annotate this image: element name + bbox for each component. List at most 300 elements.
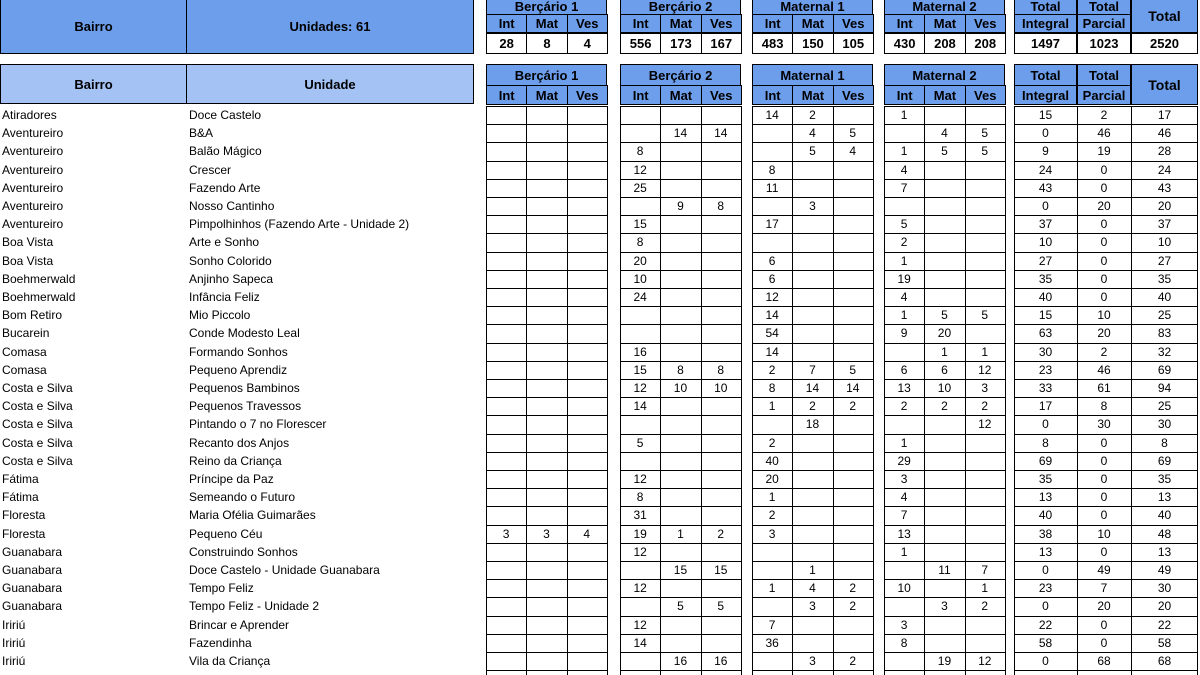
cell-value: 8 <box>677 362 684 377</box>
cell-value: 15 <box>673 563 688 577</box>
cell-value <box>567 488 607 506</box>
cell-value <box>701 324 741 342</box>
cell-value <box>486 106 526 124</box>
cell-bairro: Aventureiro <box>2 217 64 232</box>
cell-value: 11 <box>765 180 779 195</box>
cell-bairro: Costa e Silva <box>2 381 73 395</box>
cell-value: 0 <box>1100 453 1108 468</box>
cell-bairro: Bom Retiro <box>2 308 63 323</box>
cell-value: 2 <box>768 435 776 450</box>
cell-value: 20 <box>1097 326 1111 341</box>
table-sub-header: Mat <box>526 85 567 105</box>
cell-value <box>792 288 832 306</box>
cell-value <box>924 161 964 179</box>
cell-value <box>660 106 700 124</box>
table-total-integral-bottom: Integral <box>1014 85 1077 105</box>
cell-value <box>526 179 566 197</box>
cell-value: 13 <box>1038 544 1053 559</box>
cell-value: 6 <box>900 362 908 377</box>
cell-value: 63 <box>1038 326 1053 341</box>
cell-value: 1 <box>768 581 776 596</box>
cell-value <box>660 215 700 233</box>
cell-value: 8 <box>717 199 725 213</box>
cell-value <box>620 652 660 670</box>
cell-value <box>526 142 566 160</box>
cell-value <box>833 324 873 342</box>
cell-value <box>924 452 964 470</box>
cell-value <box>660 343 700 361</box>
cell-value <box>924 415 964 433</box>
cell-value: 4 <box>900 290 908 304</box>
cell-value: 25 <box>633 180 647 195</box>
summary-group-header: Berçário 2 <box>620 0 741 15</box>
cell-value <box>526 306 566 324</box>
cell-value <box>701 179 741 197</box>
cell-unidade: Pequenos Bambinos <box>189 381 300 395</box>
cell-value: 0 <box>1100 472 1108 486</box>
cell-value: 1 <box>981 344 989 359</box>
cell-value: 12 <box>978 654 992 668</box>
cell-value: 14 <box>846 381 860 395</box>
cell-value <box>752 124 792 142</box>
cell-value: 35 <box>1157 271 1172 286</box>
cell-value: 0 <box>1042 599 1049 614</box>
cell-value <box>701 288 741 306</box>
cell-value: 43 <box>1038 180 1053 195</box>
cell-value <box>752 415 792 433</box>
cell-value: 43 <box>1157 180 1172 195</box>
table-unidade-header: Unidade <box>186 64 474 104</box>
cell-value: 68 <box>1157 654 1172 668</box>
cell-value <box>833 215 873 233</box>
cell-unidade: Maria Ofélia Guimarães <box>189 508 316 523</box>
cell-value: 10 <box>1038 235 1053 250</box>
cell-value: 5 <box>849 126 857 141</box>
cell-value <box>620 452 660 470</box>
table-sub-header: Ves <box>567 85 608 105</box>
cell-value: 2 <box>809 399 816 414</box>
cell-value <box>833 434 873 452</box>
cell-value: 19 <box>897 271 911 286</box>
cell-value: 24 <box>1038 162 1053 177</box>
cell-value: 14 <box>633 635 647 650</box>
cell-unidade: Tempo Feliz - Unidade 2 <box>189 599 320 614</box>
grid-line <box>607 106 608 675</box>
cell-value: 0 <box>1100 235 1108 250</box>
cell-bairro: Guanabara <box>2 544 63 559</box>
cell-value <box>965 233 1005 251</box>
cell-value: 27 <box>1038 253 1053 268</box>
cell-value: 2 <box>849 599 857 614</box>
cell-value <box>526 634 566 652</box>
cell-value <box>567 252 607 270</box>
summary-total-parcial-bottom: Parcial <box>1077 14 1131 33</box>
cell-value: 2 <box>717 526 725 541</box>
cell-value: 3 <box>900 472 908 486</box>
cell-value <box>965 270 1005 288</box>
summary-value: 208 <box>924 33 965 54</box>
cell-value <box>486 215 526 233</box>
cell-unidade: Brincar e Aprender <box>189 617 290 632</box>
cell-value <box>701 306 741 324</box>
cell-value: 1 <box>900 435 908 450</box>
cell-value <box>833 616 873 634</box>
cell-value <box>567 397 607 415</box>
cell-value <box>526 270 566 288</box>
summary-group-header: Maternal 1 <box>752 0 873 15</box>
cell-bairro: Aventureiro <box>2 180 64 195</box>
cell-value: 22 <box>1038 617 1053 632</box>
cell-value <box>620 561 660 579</box>
cell-value <box>884 197 924 215</box>
cell-value: 6 <box>768 253 776 268</box>
cell-value: 23 <box>1038 362 1053 377</box>
cell-value <box>884 652 924 670</box>
cell-value <box>526 579 566 597</box>
cell-unidade: Crescer <box>189 162 232 177</box>
cell-value <box>660 415 700 433</box>
cell-value: 8 <box>636 235 644 250</box>
cell-value: 5 <box>981 126 989 141</box>
cell-value: 8 <box>1042 435 1049 450</box>
cell-value: 46 <box>1097 362 1111 377</box>
cell-value: 49 <box>1157 563 1172 577</box>
cell-value <box>486 343 526 361</box>
summary-sub-header: Mat <box>526 14 567 33</box>
cell-unidade: Fazendo Arte <box>189 180 261 195</box>
cell-value: 13 <box>1038 490 1053 505</box>
cell-value: 2 <box>900 235 908 250</box>
table-total-integral-top: Total <box>1014 64 1077 86</box>
cell-value <box>792 452 832 470</box>
summary-value: 150 <box>792 33 833 54</box>
cell-value <box>660 616 700 634</box>
cell-value: 1 <box>768 399 776 414</box>
summary-total-header: Total <box>1131 0 1198 33</box>
cell-value <box>701 270 741 288</box>
cell-value <box>701 415 741 433</box>
cell-value: 0 <box>1100 271 1108 286</box>
cell-value <box>792 434 832 452</box>
cell-value: 3 <box>900 617 908 632</box>
cell-value <box>833 270 873 288</box>
cell-value: 7 <box>900 180 908 195</box>
cell-value: 40 <box>1157 508 1172 523</box>
cell-value <box>526 324 566 342</box>
cell-value <box>924 579 964 597</box>
cell-bairro: Costa e Silva <box>2 417 73 432</box>
cell-bairro: Guanabara <box>2 599 63 614</box>
cell-value: 13 <box>897 526 911 541</box>
cell-value: 4 <box>583 526 591 541</box>
cell-value <box>701 616 741 634</box>
cell-value: 12 <box>633 162 647 177</box>
summary-total-integral-value: 1497 <box>1014 33 1077 54</box>
cell-value: 0 <box>1042 417 1049 432</box>
cell-value: 4 <box>809 581 816 596</box>
cell-value <box>567 470 607 488</box>
cell-value <box>833 525 873 543</box>
cell-value: 2 <box>900 399 908 414</box>
cell-value: 54 <box>765 326 779 341</box>
cell-unidade: Semeando o Futuro <box>189 490 296 505</box>
summary-total-integral-top: Total <box>1014 0 1077 15</box>
cell-value <box>833 252 873 270</box>
cell-value <box>792 270 832 288</box>
cell-value: 15 <box>633 217 647 232</box>
cell-value <box>567 543 607 561</box>
cell-value <box>486 652 526 670</box>
cell-value: 15 <box>714 563 728 577</box>
cell-unidade: Balão Mágico <box>189 144 262 159</box>
cell-unidade: Formando Sonhos <box>189 344 288 359</box>
cell-value: 10 <box>714 381 728 395</box>
cell-value <box>660 179 700 197</box>
cell-value <box>701 161 741 179</box>
cell-value <box>924 179 964 197</box>
cell-bairro: Boehmerwald <box>2 271 76 286</box>
cell-value <box>792 525 832 543</box>
cell-value: 1 <box>809 563 816 577</box>
cell-value: 20 <box>1157 199 1172 213</box>
cell-value: 49 <box>1097 563 1111 577</box>
cell-value <box>486 579 526 597</box>
cell-value <box>567 452 607 470</box>
cell-value <box>752 597 792 615</box>
cell-value <box>660 452 700 470</box>
cell-value <box>526 106 566 124</box>
cell-value: 40 <box>1157 290 1172 304</box>
grid-line <box>884 670 1005 671</box>
cell-value <box>486 233 526 251</box>
cell-value: 14 <box>765 344 779 359</box>
cell-value <box>526 288 566 306</box>
cell-value: 5 <box>809 144 816 159</box>
cell-bairro: Fátima <box>2 472 39 486</box>
cell-value: 48 <box>1157 526 1172 541</box>
cell-bairro: Costa e Silva <box>2 435 73 450</box>
cell-value <box>884 561 924 579</box>
cell-value <box>567 124 607 142</box>
cell-value: 16 <box>633 344 647 359</box>
summary-group-header: Berçário 1 <box>486 0 607 15</box>
cell-value: 0 <box>1100 253 1108 268</box>
cell-value <box>526 379 566 397</box>
summary-value: 8 <box>526 33 567 54</box>
cell-bairro: Costa e Silva <box>2 453 73 468</box>
cell-value <box>701 343 741 361</box>
cell-value <box>752 652 792 670</box>
summary-value: 208 <box>965 33 1006 54</box>
cell-value <box>526 488 566 506</box>
cell-value: 1 <box>900 144 908 159</box>
cell-value <box>792 215 832 233</box>
cell-value: 3 <box>981 381 989 395</box>
cell-value <box>486 488 526 506</box>
cell-value <box>567 634 607 652</box>
cell-value <box>660 324 700 342</box>
cell-value: 8 <box>768 381 776 395</box>
cell-value <box>486 288 526 306</box>
cell-value <box>486 161 526 179</box>
summary-unidades-header: Unidades: 61 <box>186 0 474 54</box>
cell-value: 0 <box>1100 508 1108 523</box>
summary-sub-header: Mat <box>660 14 701 33</box>
cell-value: 10 <box>633 271 647 286</box>
cell-value: 83 <box>1157 326 1172 341</box>
cell-unidade: Nosso Cantinho <box>189 199 275 213</box>
cell-value <box>833 343 873 361</box>
cell-value <box>567 179 607 197</box>
cell-value: 11 <box>938 563 951 577</box>
cell-value: 0 <box>1100 290 1108 304</box>
cell-unidade: Recanto dos Anjos <box>189 435 290 450</box>
cell-value <box>884 343 924 361</box>
cell-value <box>965 434 1005 452</box>
cell-value <box>792 506 832 524</box>
cell-value: 7 <box>1100 581 1108 596</box>
cell-value <box>701 470 741 488</box>
cell-value <box>567 233 607 251</box>
cell-value: 36 <box>765 635 779 650</box>
cell-value <box>833 543 873 561</box>
cell-value <box>567 161 607 179</box>
cell-value: 94 <box>1157 381 1172 395</box>
cell-value: 1 <box>981 581 989 596</box>
cell-value <box>526 161 566 179</box>
cell-value: 0 <box>1100 635 1108 650</box>
summary-sub-header: Int <box>486 14 527 33</box>
cell-value: 13 <box>1157 490 1172 505</box>
cell-value: 68 <box>1097 654 1111 668</box>
cell-value: 5 <box>900 217 908 232</box>
cell-value <box>486 434 526 452</box>
cell-value <box>833 488 873 506</box>
cell-value: 32 <box>1157 344 1172 359</box>
cell-value <box>965 197 1005 215</box>
grid-line <box>752 670 873 671</box>
cell-value <box>486 470 526 488</box>
grid-line <box>873 106 874 675</box>
cell-bairro: Floresta <box>2 508 46 523</box>
cell-value: 69 <box>1157 453 1172 468</box>
cell-value: 8 <box>900 635 908 650</box>
cell-value: 16 <box>714 654 728 668</box>
cell-value: 40 <box>765 453 779 468</box>
cell-value: 30 <box>1157 581 1172 596</box>
cell-value <box>567 142 607 160</box>
cell-value: 20 <box>1097 599 1111 614</box>
cell-value <box>965 288 1005 306</box>
cell-value <box>965 525 1005 543</box>
summary-value: 430 <box>884 33 925 54</box>
cell-value: 20 <box>1157 599 1172 614</box>
cell-unidade: Doce Castelo <box>189 108 262 122</box>
cell-value: 69 <box>1038 453 1053 468</box>
cell-value: 0 <box>1100 544 1108 559</box>
grid-line <box>741 106 742 675</box>
cell-value: 30 <box>1157 417 1172 432</box>
cell-value <box>792 470 832 488</box>
cell-value <box>567 288 607 306</box>
cell-value: 14 <box>633 399 647 414</box>
cell-value: 4 <box>809 126 816 141</box>
cell-value <box>752 233 792 251</box>
cell-value <box>660 488 700 506</box>
cell-value <box>965 324 1005 342</box>
cell-value <box>526 215 566 233</box>
cell-value: 0 <box>1100 435 1108 450</box>
cell-value <box>833 288 873 306</box>
table-total-parcial-top: Total <box>1077 64 1131 86</box>
cell-value <box>924 543 964 561</box>
cell-value: 3 <box>809 654 816 668</box>
cell-value <box>486 306 526 324</box>
cell-value: 0 <box>1100 617 1108 632</box>
cell-value: 18 <box>805 417 820 432</box>
cell-value: 2 <box>849 581 857 596</box>
cell-value <box>884 415 924 433</box>
cell-value <box>924 616 964 634</box>
summary-sub-header: Int <box>752 14 793 33</box>
cell-value: 10 <box>937 381 952 395</box>
cell-value: 30 <box>1097 417 1111 432</box>
cell-value <box>620 124 660 142</box>
cell-value <box>965 179 1005 197</box>
cell-value <box>660 161 700 179</box>
cell-value: 19 <box>1097 144 1111 159</box>
cell-bairro: Guanabara <box>2 581 63 596</box>
summary-group-header: Maternal 2 <box>884 0 1005 15</box>
cell-value: 0 <box>1042 563 1049 577</box>
cell-unidade: Infância Feliz <box>189 290 260 304</box>
cell-value: 8 <box>636 490 644 505</box>
cell-value <box>486 561 526 579</box>
cell-value <box>620 106 660 124</box>
cell-value: 20 <box>937 326 952 341</box>
cell-value <box>486 324 526 342</box>
cell-value <box>526 252 566 270</box>
cell-value: 8 <box>768 162 776 177</box>
cell-value <box>965 634 1005 652</box>
cell-value <box>526 597 566 615</box>
cell-value <box>567 106 607 124</box>
cell-value: 7 <box>768 617 776 632</box>
cell-value <box>701 397 741 415</box>
cell-value <box>486 415 526 433</box>
summary-total-value: 2520 <box>1131 33 1198 54</box>
cell-value: 1 <box>677 526 684 541</box>
table-sub-header: Mat <box>660 85 701 105</box>
cell-value: 12 <box>633 581 647 596</box>
summary-value: 167 <box>701 33 742 54</box>
cell-value: 1 <box>768 490 776 505</box>
table-total-parcial-bottom: Parcial <box>1077 85 1131 105</box>
cell-bairro: Floresta <box>2 526 46 541</box>
cell-value: 4 <box>900 490 908 505</box>
cell-value: 13 <box>897 381 911 395</box>
cell-value <box>965 488 1005 506</box>
cell-value: 12 <box>633 544 647 559</box>
cell-value <box>526 543 566 561</box>
cell-value: 7 <box>809 362 816 377</box>
cell-value <box>965 543 1005 561</box>
table-sub-header: Ves <box>833 85 874 105</box>
grid-line <box>620 670 741 671</box>
cell-value: 15 <box>1038 308 1053 323</box>
cell-value: 2 <box>941 399 948 414</box>
cell-value: 0 <box>1042 199 1049 213</box>
